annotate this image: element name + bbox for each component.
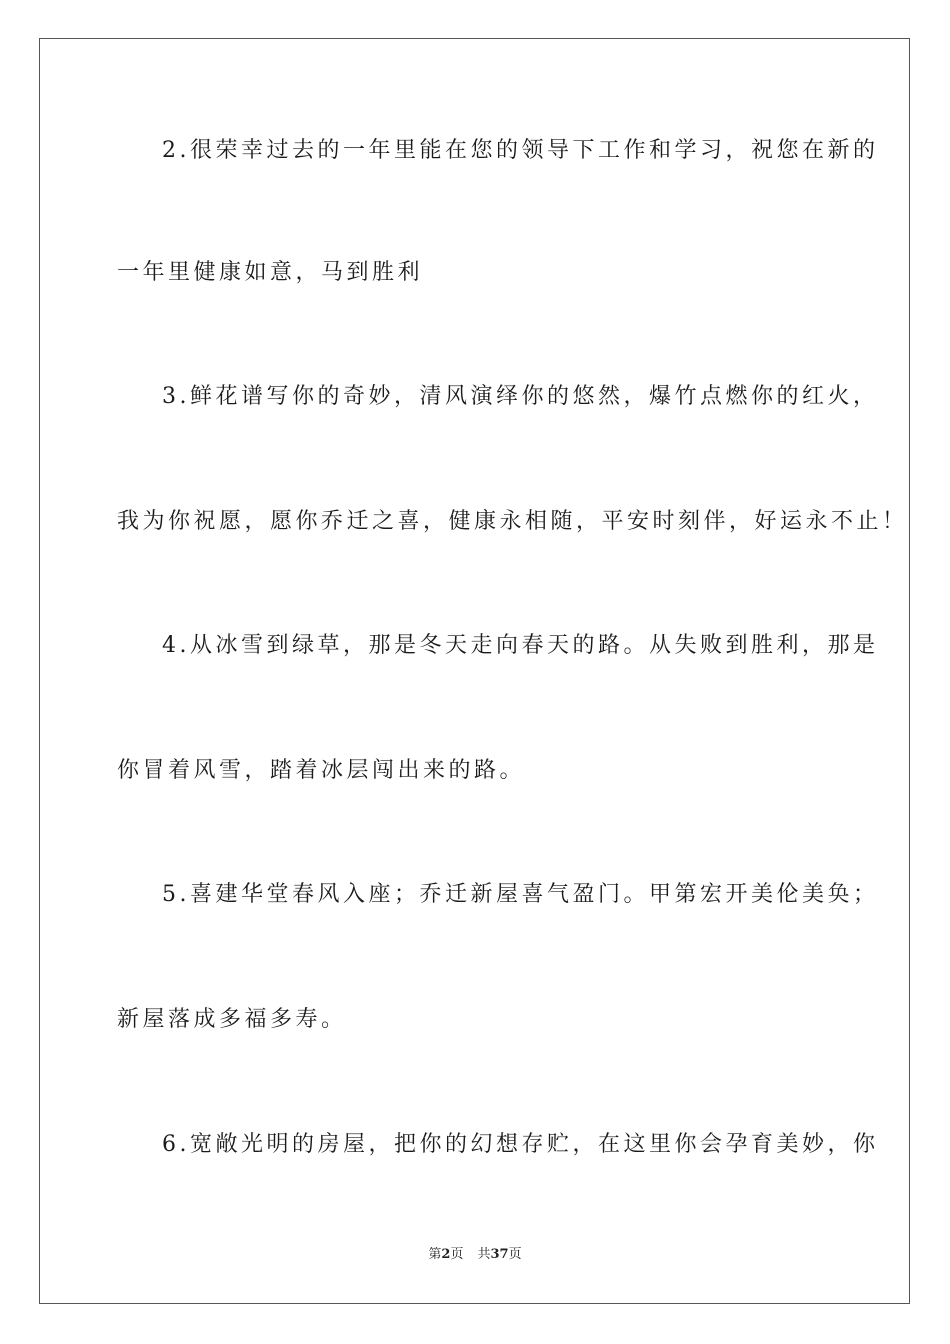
paragraph-4-line-1: 4.从冰雪到绿草，那是冬天走向春天的路。从失败到胜利，那是 [162, 633, 879, 658]
paragraph-2-line-1: 2.很荣幸过去的一年里能在您的领导下工作和学习，祝您在新的 [162, 138, 879, 163]
paragraph-4-line-2: 你冒着风雪，踏着冰层闯出来的路。 [117, 758, 526, 783]
total-prefix: 共 [477, 1247, 491, 1262]
total-suffix: 页 [508, 1247, 522, 1262]
paragraph-3-line-2: 我为你祝愿，愿你乔迁之喜，健康永相随，平安时刻伴，好运永不止！ [117, 509, 908, 534]
paragraph-3-line-1: 3.鲜花谱写你的奇妙，清风演绎你的悠然，爆竹点燃你的红火， [162, 384, 879, 409]
page-number: 2 [441, 1247, 451, 1262]
page-border [39, 38, 910, 1304]
paragraph-5-line-2: 新屋落成多福多寿。 [117, 1007, 347, 1032]
page-prefix: 第 [428, 1247, 442, 1262]
paragraph-6-line-1: 6.宽敞光明的房屋，把你的幻想存贮，在这里你会孕育美妙，你 [162, 1132, 879, 1157]
paragraph-5-line-1: 5.喜建华堂春风入座；乔迁新屋喜气盈门。甲第宏开美伦美奂； [162, 882, 879, 907]
total-pages: 37 [490, 1247, 509, 1262]
page-suffix: 页 [450, 1247, 464, 1262]
paragraph-2-line-2: 一年里健康如意，马到胜利 [117, 260, 424, 285]
page-footer [0, 1245, 950, 1265]
